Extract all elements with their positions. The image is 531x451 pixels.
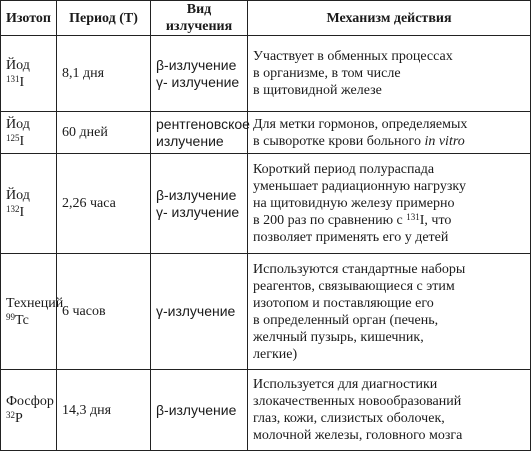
header-isotope: Изотоп (1, 1, 57, 36)
isotope-mass: 131 (406, 212, 420, 222)
mechanism-line: в щитовидной железе (253, 83, 382, 98)
radiation-line: излучение (156, 132, 224, 149)
isotope-symbol (6, 312, 51, 329)
period-cell: 6 часов (57, 254, 151, 370)
element-symbol: I (19, 204, 25, 220)
table-row (1, 254, 531, 370)
radiation-line: рентгеновское (156, 115, 250, 132)
mechanism-line: изотопом и поставляющие его (253, 295, 434, 311)
period-cell: 8,1 дня (57, 36, 151, 112)
isotope-cell (1, 36, 57, 112)
radiation-cell (151, 112, 248, 154)
mechanism-text: в сыворотке крови больного (253, 133, 425, 149)
mechanism-cell (248, 370, 531, 451)
mechanism-line: Для метки гормонов, определяемых (253, 116, 468, 132)
radiation-cell (151, 154, 248, 254)
mechanism-cell (248, 36, 531, 112)
radiation-line: β-излучение (156, 186, 237, 203)
radiation-cell (151, 370, 248, 451)
isotope-name: Фосфор (6, 394, 54, 409)
mechanism-line: Короткий период полураспада (253, 162, 435, 177)
element-symbol: P (15, 411, 23, 426)
table-row (1, 154, 531, 254)
isotope-name: Йод (6, 116, 30, 132)
radiation-line: γ- излучение (156, 73, 240, 90)
mechanism-line: реагентов, связывающиеся с этим (253, 278, 455, 294)
radiation-line: β-излучение (156, 401, 237, 418)
mechanism-line: в организме, в том числе (253, 66, 401, 81)
header-mechanism: Механизм действия (248, 1, 531, 36)
isotope-mass: 99 (6, 311, 15, 322)
header-row (1, 1, 531, 36)
isotope-cell (1, 112, 57, 154)
isotope-cell (1, 370, 57, 451)
mechanism-line: позволяет применять его у детей (253, 230, 449, 245)
radiation-line: γ- излучение (156, 203, 240, 220)
mechanism-line: злокачественных новообразований (253, 394, 462, 409)
table-row (1, 370, 531, 451)
isotope-cell (1, 154, 57, 254)
mechanism-line (253, 133, 525, 150)
mechanism-line: уменьшает радиационную нагрузку (253, 179, 466, 194)
isotope-symbol (6, 204, 51, 221)
mechanism-line: молочной железы, головного мозга (253, 428, 463, 443)
isotope-symbol (6, 410, 51, 427)
mechanism-line: Участвует в обменных процессах (253, 49, 453, 64)
table-row (1, 112, 531, 154)
element-symbol: Tc (15, 312, 29, 328)
isotope-mass: 131 (6, 73, 20, 84)
in-vitro-text: in vitro (424, 133, 465, 149)
radiation-cell (151, 36, 248, 112)
mechanism-line: Используется для диагностики (253, 377, 438, 392)
isotope-symbol (6, 74, 51, 91)
mechanism-cell (248, 112, 531, 154)
mechanism-line: легкие) (253, 346, 298, 362)
isotope-name: Йод (6, 57, 30, 73)
mechanism-line: на щитовидную железу примерно (253, 196, 455, 211)
mechanism-cell (248, 254, 531, 370)
mechanism-line (253, 212, 525, 229)
header-radiation: Вид излучения (151, 1, 248, 36)
mechanism-line: в определенный орган (печень, (253, 312, 439, 328)
element-symbol: I (19, 74, 25, 90)
isotope-mass: 32 (6, 410, 15, 420)
isotope-mass: 125 (6, 132, 20, 143)
table-row (1, 36, 531, 112)
radiation-line: β-излучение (156, 56, 237, 73)
isotope-name: Йод (6, 187, 30, 203)
mechanism-line: глаз, кожи, слизистых оболочек, (253, 411, 445, 426)
period-cell: 14,3 дня (57, 370, 151, 451)
isotope-mass: 132 (6, 203, 20, 214)
isotope-name: Технеций (6, 295, 64, 311)
isotope-cell (1, 254, 64, 370)
mechanism-text: I, что (419, 213, 452, 228)
period-cell: 60 дней (57, 112, 151, 154)
element-symbol: I (19, 133, 25, 149)
mechanism-cell (248, 154, 531, 254)
radiation-line: γ-излучение (156, 303, 236, 319)
period-cell: 2,26 часа (57, 154, 151, 254)
header-period: Период (Т) (57, 1, 151, 36)
isotope-symbol (6, 133, 51, 150)
mechanism-line: желчный пузырь, кишечник, (253, 329, 424, 345)
radiation-cell (151, 254, 248, 370)
mechanism-line: Используются стандартные наборы (253, 261, 466, 277)
mechanism-text: в 200 раз по сравнению с (253, 213, 407, 228)
